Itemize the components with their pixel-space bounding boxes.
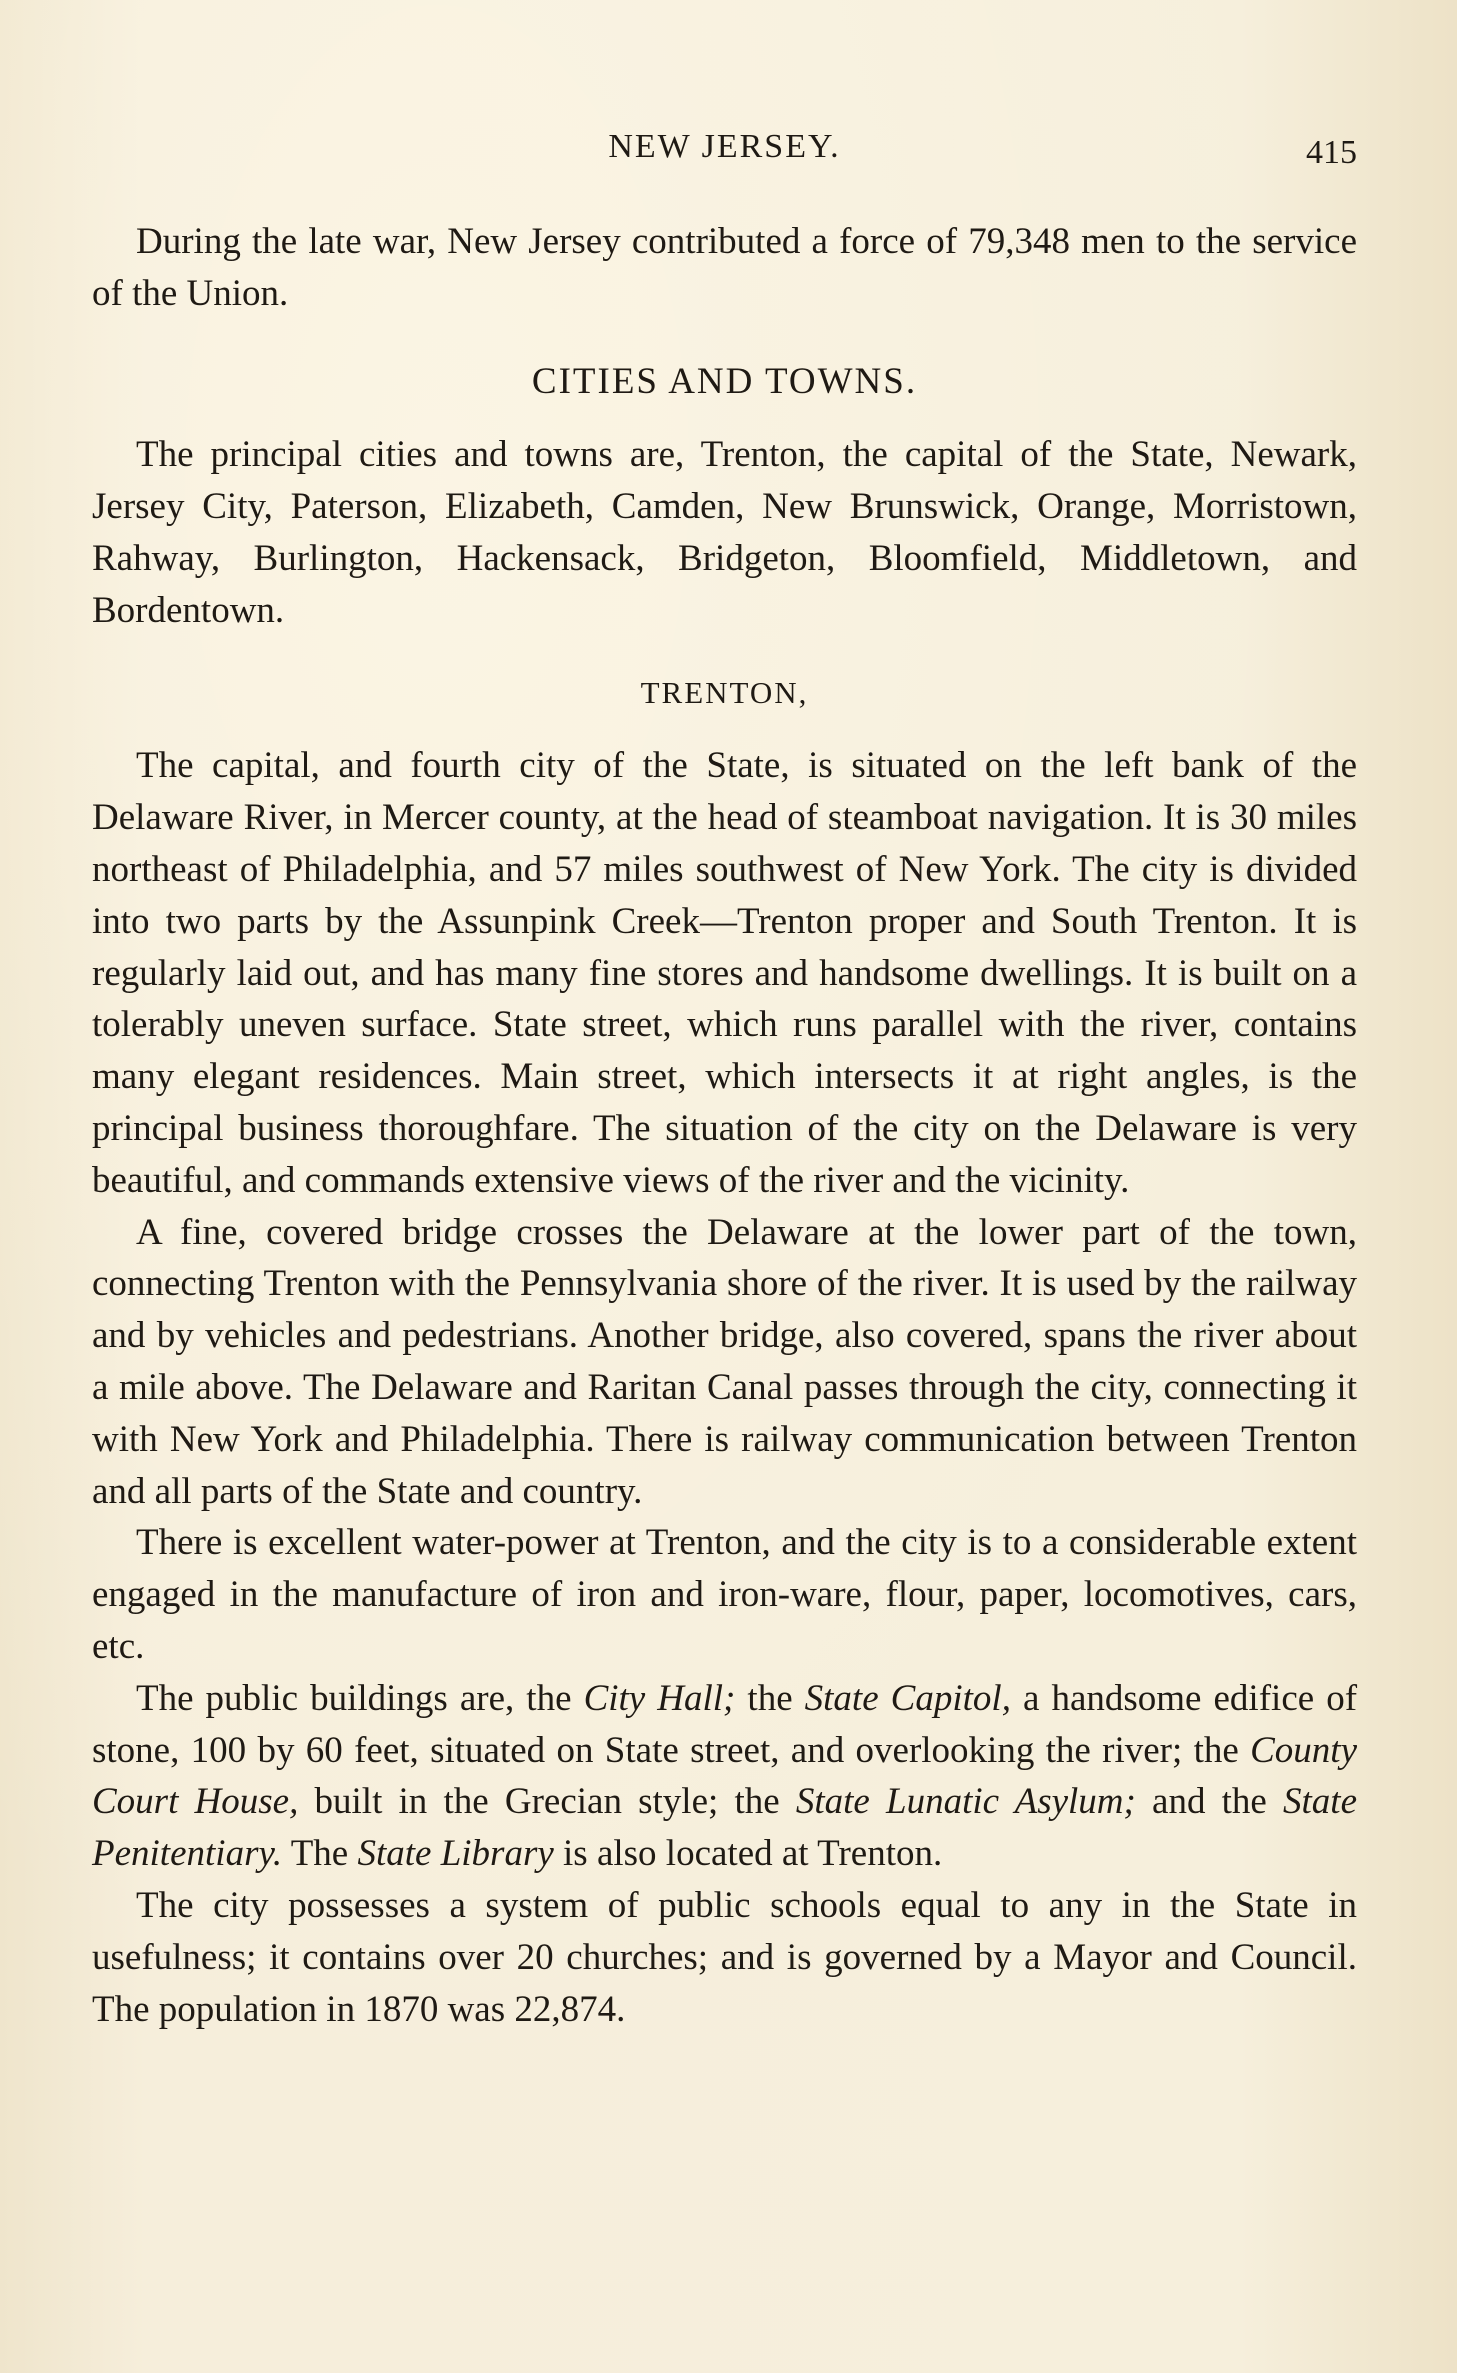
trenton-paragraph-2: A fine, covered bridge crosses the Delaware at the lower part of the town, connecting Trenton with the Pennsylvania shore of the river. It is used by the railway and by vehicles and pedestrians. Another bridge, also covered, spans the river about a mile above. The Delaware and Raritan Canal passes through the city, connecting it with New York and Philadelphia. There is railway communication between Trenton and all parts of the State and country.: [92, 1211, 1357, 1512]
italic-state-lunatic-asylum: State Lunatic Asylum;: [795, 1781, 1136, 1823]
italic-state-penitentiary: State Penitentiary.: [92, 1781, 1357, 1875]
subheading-trenton: TRENTON,: [640, 674, 809, 710]
text-run: and the: [1135, 1781, 1284, 1823]
italic-city-hall: City Hall;: [583, 1677, 736, 1719]
trenton-paragraph-3: There is excellent water-power at Trenton, and the city is to a considerable extent engaged in the manufacture of iron and iron-ware, flour, paper, locomotives, cars, etc.: [92, 1522, 1357, 1667]
italic-county-court-house: County Court House,: [92, 1729, 1357, 1823]
trenton-paragraph-5: The city possesses a system of public schools equal to any in the State in usefulness; it contains over 20 churches; and is governed by a Mayor and Council. The population in 1870 was 22,874.: [92, 1884, 1357, 2030]
running-title: NEW JERSEY.: [608, 128, 841, 165]
text-run: the: [735, 1677, 805, 1719]
italic-state-capitol: State Capitol,: [804, 1677, 1011, 1719]
text-run: The: [282, 1833, 358, 1875]
intro-paragraph: During the late war, New Jersey contributed a force of 79,348 men to the service of the Union.: [92, 221, 1357, 314]
trenton-paragraph-1: The capital, and fourth city of the State, is situated on the left bank of the Delaware River, in Mercer county, at the head of steamboat navigation. It is 30 miles northeast of Philadelphia, and 57 miles southwest of New York. The city is divided into two parts by the Assunpink Creek—Trenton proper and South Trenton. It is regularly laid out, and has many fine stores and handsome dwellings. It is built on a tolerably uneven surface. State street, which runs parallel with the river, contains many elegant residences. Main street, which intersects it at right angles, is the principal business thoroughfare. The situation of the city on the Delaware is very beautiful, and commands extensive views of the river and the vicinity.: [92, 745, 1357, 1201]
page-header: [92, 128, 1357, 184]
text-run: built in the Grecian style; the: [298, 1781, 796, 1823]
cities-paragraph: The principal cities and towns are, Trenton, the capital of the State, Newark, Jersey City, Paterson, Elizabeth, Camden, New Brunswick, Orange, Morristown, Rahway, Burlington, Hackensack, Bridgeton, Bloomfield, Middletown, and Bordentown.: [92, 434, 1357, 631]
page-number: 415: [1306, 134, 1357, 171]
trenton-paragraph-4: [92, 1673, 1357, 1880]
text-run: a handsome edifice of stone, 100 by 60 feet, situated on State street, and overlooking the river; the: [92, 1677, 1358, 1771]
text-run: The public buildings are, the: [136, 1677, 584, 1719]
page-body: [92, 216, 1357, 2035]
section-heading-cities: CITIES AND TOWNS.: [531, 360, 918, 402]
italic-state-library: State Library: [357, 1833, 554, 1875]
text-run: is also located at Trenton.: [553, 1833, 943, 1875]
